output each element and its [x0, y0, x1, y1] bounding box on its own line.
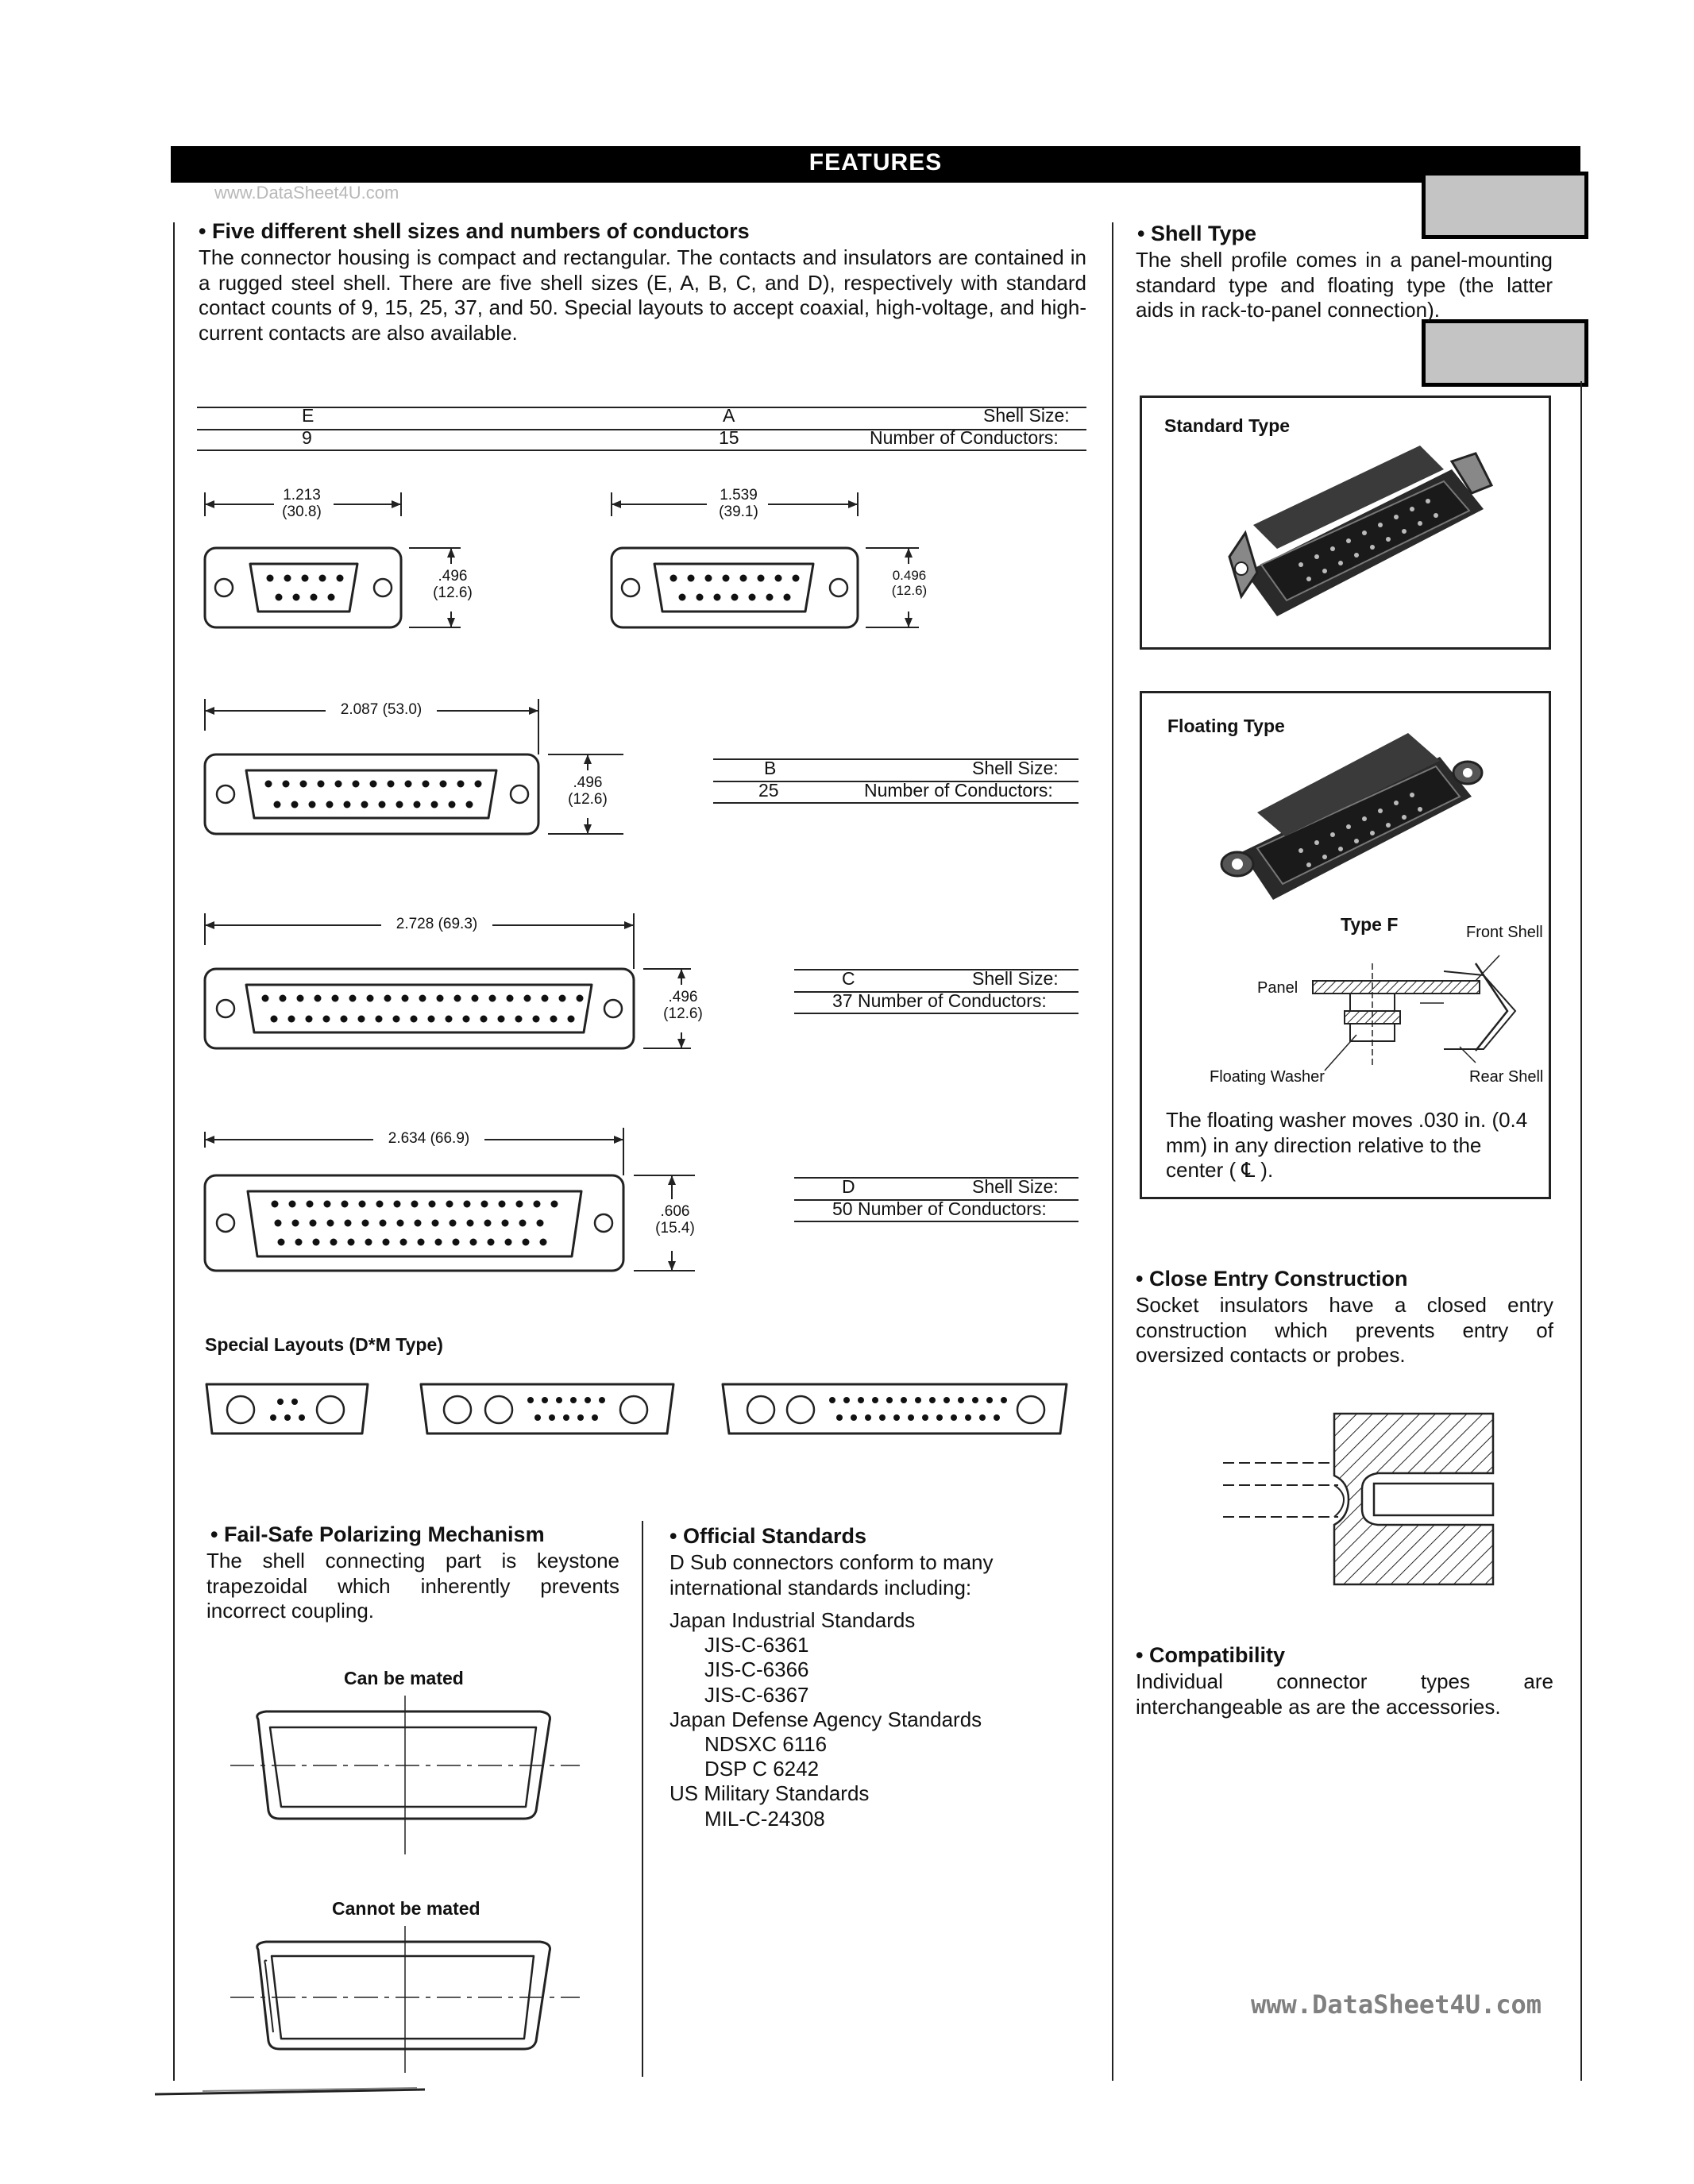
floating-type-connector-image — [1210, 717, 1527, 924]
standards-list — [669, 1608, 982, 1831]
standard-item: JIS-C-6367 — [704, 1682, 809, 1707]
conductors-label-b: Number of Conductors: — [864, 780, 1053, 801]
close-entry-section-drawing — [1207, 1406, 1493, 1588]
compatibility-body: Individual connector types are interchangeable as are the accessories. — [1136, 1669, 1553, 1719]
standard-type-box — [1140, 396, 1551, 650]
size-c: C — [842, 968, 855, 989]
standard-item: MIL-C-24308 — [704, 1806, 825, 1831]
cannot-be-mated-label: Cannot be mated — [332, 1898, 480, 1919]
close-entry-heading: • Close Entry Construction — [1136, 1267, 1408, 1291]
right-margin-rule — [1580, 381, 1582, 2081]
c-height-dim: .496 (12.6) — [663, 989, 703, 1022]
cannot-be-mated-drawing — [222, 1926, 596, 2077]
shell-size-label-c: Shell Size: — [972, 968, 1059, 989]
compatibility-heading: • Compatibility — [1136, 1643, 1285, 1667]
floating-washer-label: Floating Washer — [1210, 1068, 1325, 1086]
a-width-dim: 1.539 (39.1) — [719, 487, 758, 520]
features-header-band — [171, 146, 1580, 183]
size-d: D — [842, 1176, 855, 1197]
e-height-dim: .496 (12.6) — [433, 568, 473, 601]
size-e: E — [302, 405, 314, 426]
front-shell-label: Front Shell — [1466, 924, 1543, 941]
watermark-bottom: www.DataSheet4U.com — [1251, 1989, 1542, 2020]
e-width-dim: 1.213 (30.8) — [282, 487, 322, 520]
standard-type-connector-image — [1214, 438, 1515, 636]
table-d-rule-bottom — [794, 1221, 1079, 1222]
column-divider-lower — [642, 1521, 643, 2077]
floating-washer-note: The floating washer moves .030 in. (0.4 mm) in any direction relative to the center ( ℄ ). — [1166, 1108, 1528, 1183]
conductors-label-d: 50 Number of Conductors: — [832, 1198, 1047, 1219]
polarizing-body: The shell connecting part is keystone trapezoidal which inherently prevents incorrect coupling. — [206, 1549, 619, 1623]
standard-item: JIS-C-6361 — [704, 1633, 809, 1657]
polarizing-heading: • Fail-Safe Polarizing Mechanism — [210, 1522, 545, 1546]
shell-sizes-heading: • Five different shell sizes and numbers of conductors — [199, 219, 750, 243]
conductors-label-ea: Number of Conductors: — [870, 427, 1059, 448]
close-entry-body: Socket insulators have a closed entry construction which prevents entry of oversized contacts or probes. — [1136, 1293, 1553, 1368]
type-f-label: Type F — [1341, 914, 1399, 935]
count-b: 25 — [758, 780, 779, 801]
floating-type-box — [1140, 691, 1551, 1199]
special-layouts-drawing — [205, 1378, 1079, 1449]
section-tab-2 — [1422, 319, 1588, 387]
table-ea-rule-bottom — [197, 450, 1086, 451]
features-title: FEATURES — [808, 149, 943, 176]
can-be-mated-label: Can be mated — [344, 1668, 464, 1688]
standard-item: DSP C 6242 — [704, 1757, 820, 1781]
watermark-top: www.DataSheet4U.com — [214, 183, 399, 203]
can-be-mated-drawing — [222, 1696, 596, 1854]
section-tab-1 — [1422, 172, 1588, 239]
count-e: 9 — [302, 427, 312, 448]
type-f-section-drawing — [1142, 932, 1551, 1090]
standard-group-jis: Japan Industrial Standards — [669, 1608, 916, 1632]
standard-item: JIS-C-6366 — [704, 1657, 809, 1682]
d-height-dim: .606 (15.4) — [655, 1203, 695, 1237]
b-height-dim: .496 (12.6) — [568, 774, 608, 808]
a-height-dim: 0.496 (12.6) — [891, 568, 928, 598]
column-divider-right — [1112, 222, 1113, 2081]
count-a: 15 — [719, 427, 739, 448]
shell-type-body: The shell profile comes in a panel-mounting standard type and floating type (the latter aids in rack-to-panel connection). — [1136, 248, 1553, 322]
special-layouts-label: Special Layouts (D*M Type) — [205, 1334, 443, 1355]
standard-type-label: Standard Type — [1164, 415, 1291, 436]
shell-size-label-d: Shell Size: — [972, 1176, 1059, 1197]
standards-body: D Sub connectors conform to many international standards including: — [669, 1550, 994, 1599]
c-width-dim: 2.728 (69.3) — [381, 916, 492, 933]
table-b-rule-bottom — [713, 802, 1079, 804]
conductors-label-c: 37 Number of Conductors: — [832, 990, 1047, 1011]
shell-size-label-ea: Shell Size: — [983, 405, 1070, 426]
standards-heading: • Official Standards — [669, 1524, 867, 1548]
standard-group-jda: Japan Defense Agency Standards — [669, 1707, 982, 1731]
standard-item: NDSXC 6116 — [704, 1731, 828, 1756]
scan-artifact-line — [155, 2085, 441, 2101]
size-a: A — [723, 405, 735, 426]
table-ea-rule-top — [197, 407, 1086, 408]
rear-shell-label: Rear Shell — [1469, 1068, 1544, 1086]
shell-sizes-body: The connector housing is compact and rectangular. The contacts and insulators are contained in a rugged steel shell. There are five shell sizes (E, A, B, C, and D), respectively with standard contact counts of 9, 15, 25, 37, and 50. Special layouts to accept coaxial, high-voltage, and high-current contacts are also available. — [199, 245, 1086, 345]
table-c-rule-bottom — [794, 1013, 1079, 1014]
panel-label: Panel — [1257, 979, 1298, 997]
shell-type-heading: • Shell Type — [1137, 222, 1257, 245]
standard-group-us-mil: US Military Standards — [669, 1781, 870, 1806]
shell-size-label-b: Shell Size: — [972, 758, 1059, 778]
d-width-dim: 2.634 (66.9) — [373, 1131, 484, 1148]
b-width-dim: 2.087 (53.0) — [326, 702, 437, 719]
size-b: B — [764, 758, 777, 778]
floating-type-label: Floating Type — [1167, 716, 1285, 736]
left-margin-rule — [173, 222, 175, 2081]
